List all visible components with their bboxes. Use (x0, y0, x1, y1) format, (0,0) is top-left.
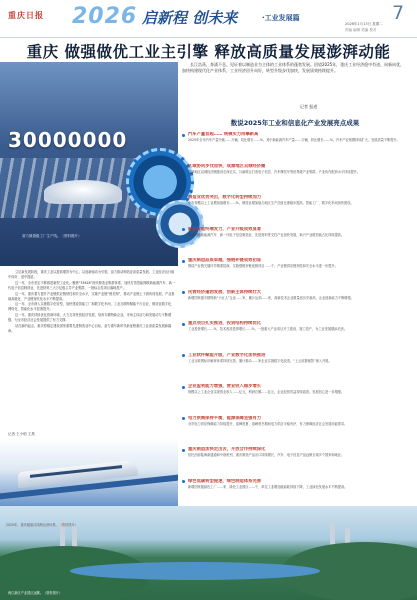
article-paragraph: 这一年，重庆持续优化营商环境，大力支持民营经济发展，培育专精特新企业，市场主体活力和发展动力不断增强，为全市经济社会发展提供了有力支撑。 (8, 313, 172, 323)
bullet-icon (182, 354, 185, 357)
list-item (182, 353, 408, 383)
list-item-body: 全市电力供应保障能力持续提升，迎峰度夏、迎峰度冬期间电力供应平稳有序，有力保障经济社会发展用能需求。 (188, 421, 348, 426)
list-item-body: 围绕产业链关键环节精准招商，实施强链补链延链项目……个，产业链供应链韧性和安全水平进一步提升。 (188, 264, 338, 268)
list-item-title: 重庆制造加快走出去，开放合作持续深化 (188, 447, 266, 452)
list-item-body: 新增国家级绿色工厂……家、绿色工业园区……个，单位工业增加值能耗持续下降，工业绿色发展水平不断提高。 (188, 484, 348, 489)
list-item-title: 区域协同步伐加快，成渝地区双城经济圈 (188, 163, 266, 169)
list-item-title: 新型智能终端发力，产业升级成效显著 (188, 226, 262, 232)
list-item (182, 290, 408, 320)
banner-slogan: 启新程 创未来 (142, 9, 238, 27)
article-paragraph: 站在新的起点，重庆将锚定建设国家重要先进制造业中心目标，奋力谱写新时代新征程重庆工业高质量发展新篇章。 (8, 324, 172, 333)
list-item-title: 重庆制造品质卓越，强链补链成效初显 (188, 258, 262, 263)
list-item-body: 新增国家级专精特新“小巨人”企业……家，累计达到……家，高新技术企业数量创历史新高，企业创新能力不断增强。 (188, 295, 354, 300)
bullet-icon (182, 417, 185, 420)
list-item-body: 成渝地区双城经济圈建设走深走实，川渝联合打造电子信息、汽车摩托车等世界级产业集群，产业协作配套水平持续提升。 (188, 169, 361, 174)
article-paragraph: 这一年，全市坚定不移推进新型工业化，聚焦“33618”现代制造业集群体系，加快打造智能网联新能源汽车、新一代电子信息制造业、先进材料三大万亿级主导产业集群，一批标志性项目落地投产。 (8, 280, 176, 290)
highlights-list (182, 132, 408, 504)
masthead (0, 0, 417, 38)
page-number: 7 (392, 2, 405, 24)
article-paragraph: 这一年，重庆着力提升产业链供应链韧性和安全水平，实施产业链“链长制”，推动产业链上下游协同发展，产业基础高级化、产业链现代化水平不断提高。 (8, 291, 175, 301)
list-item (182, 384, 408, 414)
bullet-icon (182, 386, 185, 389)
list-item-body: 2025年全市汽车产量突破……万辆，同比增长……%，其中新能源汽车产量……万辆，同比增长……%，汽车产业规模持续扩大，发展质量不断提升。 (188, 138, 400, 142)
list-item-body: 规模以上工业企业实现营业收入……亿元，利润总额……亿元，企业经营效益持续改善，发展信心进一步增强。 (188, 390, 345, 394)
bullet-icon (182, 134, 185, 137)
list-item (182, 321, 408, 351)
bullet-icon (182, 228, 185, 231)
bullet-icon (182, 449, 185, 452)
list-item (182, 479, 408, 509)
editors-line: 责编 编辑 美编 校对 (345, 28, 377, 32)
list-item-body: 工业投资增长……%，技术改造投资增长……%，一批重大产业项目开工建设、竣工投产，为工业发展增添后劲。 (188, 327, 348, 331)
list-item (182, 227, 408, 257)
water-graphic (70, 562, 320, 580)
list-item (182, 447, 408, 477)
article-author: 记者 王小明 王燕 (8, 432, 35, 436)
section-title: 数说2025年工业和信息化产业发展亮点成果 (230, 119, 360, 127)
list-item-title: 制造业优势突出，数字化转型持续加力 (188, 195, 262, 200)
list-item-title: 汽车产量首超…… 规模实力再攀新高 (188, 132, 259, 137)
list-item-body: 全市规模以上工业增加值增长……%，制造业增加值占地区生产总值比重稳步提高，智能工厂、数字化车间加快建设。 (188, 201, 354, 205)
bullet-icon (182, 165, 185, 168)
list-item-title: 企业盈利能力增强，营业收入稳步增长 (188, 384, 262, 389)
list-item-title: 电力供需保持平衡，能源保障坚强有力 (188, 415, 262, 421)
list-item (182, 132, 408, 162)
list-item-title: 民营经济蓬勃发展，创新主体持续壮大 (188, 289, 262, 295)
bullet-icon (182, 260, 185, 263)
list-item (182, 195, 408, 225)
hero-number: 30000000 (8, 128, 128, 152)
list-item-title: 绿色低碳转型提速，绿色制造体系完善 (188, 478, 262, 484)
car-graphic (44, 180, 122, 204)
bullet-icon (182, 291, 185, 294)
intro-author: 记者 报道 (300, 104, 318, 109)
list-item (182, 416, 408, 446)
paper-logo: 重庆日报 (8, 10, 44, 20)
bullet-icon (182, 323, 185, 326)
bullet-icon (182, 480, 185, 483)
list-item-title: 重点项目扎实推进，投资结构持续优化 (188, 321, 262, 326)
banner-year: 2026 (72, 4, 138, 29)
list-item (182, 258, 408, 288)
article-body (8, 270, 176, 430)
date-line: 2026年1月13日 星期二 (345, 22, 383, 26)
article-paragraph: 立足新发展阶段，重庆工业以提质增效为中心，以创新驱动为引领，奋力推动制造业高质量发展，工业经济运行稳中向好、进中提质。 (8, 270, 175, 279)
bullet-icon (182, 197, 185, 200)
page-title: 重庆 做强做优工业主引擎 释放高质量发展澎湃动能 (26, 43, 391, 61)
intro-paragraph: 长江浩荡，奔涌不息。见证着以制造业为主体的工业体系的蓬勃发展。回望2025年，重庆工业经济稳中有进、向新向优，加快构建现代化产业体系，工业经济回升向好，转型升级步伐加快，发展质效持续提升。 (182, 62, 405, 73)
list-item (182, 164, 408, 194)
landscape-caption: 两江新区产业园区远眺。（资料图片） (8, 591, 63, 595)
landscape-image (0, 506, 417, 600)
list-item-body: 智能网联新能源汽车、新一代电子信息制造业、先进材料等支柱产业加快发展，新兴产业增加值占比持续提高。 (188, 232, 345, 237)
maglev-image (0, 438, 178, 516)
list-item-body: 依托西部陆海新通道和中欧班列，重庆制造产品出口持续增长，汽车、电子信息产品远销全球多个国家和地区。 (188, 453, 345, 457)
maglev-caption: 2025年，重庆磁悬浮线路运营场景。（资料图片） (6, 523, 78, 527)
list-item-title: 工业软件赋能升级，产业数字化加快推进 (188, 352, 266, 358)
article-paragraph: 这一年，全市深入实施数字化转型，加快建设智能工厂和数字化车间，工业互联网赋能千行百业，制造业数字化、网络化、智能化水平显著提升。 (8, 302, 175, 312)
list-item-body: 工业互联网标识解析体系持续完善，累计推动……家企业实施数字化改造，“上云用数赋智”深入开展。 (188, 358, 332, 363)
hero-caption: 赛力斯超级工厂生产线。（资料图片） (22, 234, 82, 238)
banner-section: ·工业发展篇 (262, 14, 300, 22)
